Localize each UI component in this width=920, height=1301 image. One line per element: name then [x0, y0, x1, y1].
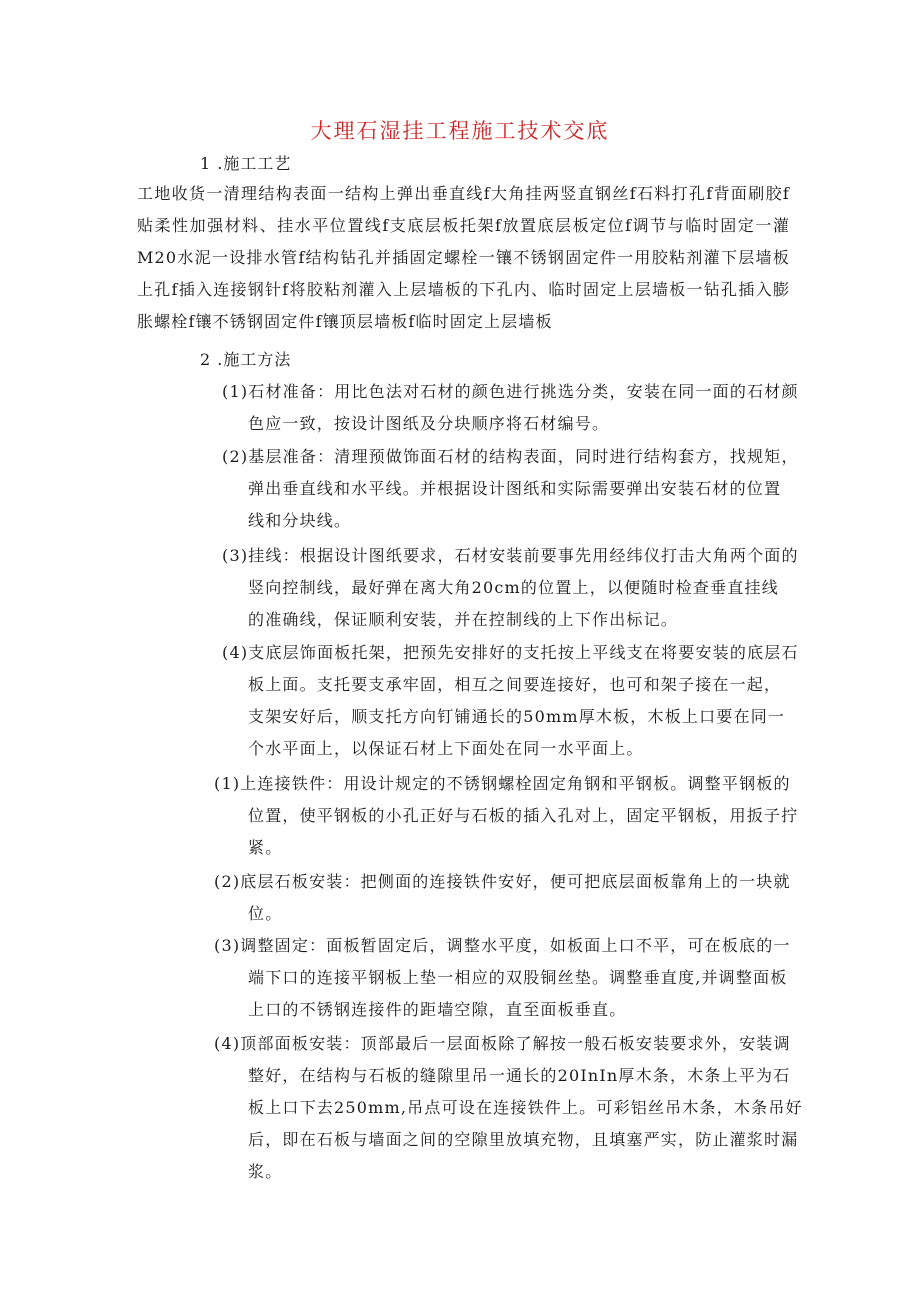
item-line: 板上口下去250mm,吊点可设在连接铁件上。可彩铝丝吊木条，木条吊好: [248, 1098, 803, 1117]
item-line: 竖向控制线，最好弹在离大角20cm的位置上，以便随时检查垂直挂线: [248, 578, 779, 597]
item-line: 后，即在石板与墙面之间的空隙里放填充物，且填塞严实，防止灌浆时漏: [248, 1130, 799, 1149]
item-line: 的准确线，保证顺利安装，并在控制线的上下作出标记。: [248, 610, 679, 629]
item-line: 个水平面上，以保证石材上下面处在同一水平面上。: [248, 739, 644, 758]
item-line: (4)顶部面板安装：顶部最后一层面板除了解按一般石板安装要求外，安装调: [214, 1034, 791, 1053]
item-line: (1)石材准备：用比色法对石材的颜色进行挑选分类，安装在同一面的石材颜: [222, 382, 799, 401]
item-line: (1)上连接铁件：用设计规定的不锈钢螺栓固定角钢和平钢板。调整平钢板的: [214, 774, 791, 793]
method-item-top-slab: [214, 1028, 803, 1188]
item-line: (4)支底层饰面板托架，把预先安排好的支托按上平线支在将要安装的底层石: [222, 643, 799, 662]
item-line: 线和分块线。: [248, 511, 352, 530]
section-heading-process: 1 .施工工艺: [200, 154, 292, 173]
section-body-process: 工地收货一清理结构表面一结构上弹出垂直线f大角挂两竖直钢丝f石料打孔f背面刷胶f贴柔性加强材料、挂水平位置线f支底层板托架f放置底层板定位f调节与临时固定一灌M20水泥一设排水管f结构钻孔并插固定螺栓一镶不锈钢固定件一用胶粘剂灌下层墙板上孔f插入连接钢针f将胶粘剂灌入上层墙板的下孔内、临时固定上层墙板一钻孔插入膨胀螺栓f镶不锈钢固定件f镶顶层墙板f临时固定上层墙板: [137, 184, 790, 331]
item-line: 紧。: [248, 838, 283, 857]
item-line: 浆。: [248, 1162, 283, 1181]
item-line: (3)调整固定：面板暂固定后，调整水平度，如板面上口不平，可在板底的一: [214, 936, 791, 955]
item-line: 整好，在结构与石板的缝隙里吊一通长的20InIn厚木条，木条上平为石: [248, 1066, 791, 1085]
item-line: 板上面。支托要支承牢固，相互之间要连接好，也可和架子接在一起，: [248, 675, 782, 694]
item-line: 位置，使平钢板的小孔正好与石板的插入孔对上，固定平钢板，用扳子拧: [248, 806, 799, 825]
item-line: 色应一致，按设计图纸及分块顺序将石材编号。: [248, 414, 610, 433]
item-line: 支架安好后，顺支托方向钉铺通长的50mm厚木板，木板上口要在同一: [248, 707, 786, 726]
method-item-connector: [214, 768, 798, 864]
method-item-bottom-slab: [214, 866, 791, 930]
method-item-base-prep: [222, 441, 799, 537]
document-title: 大理石湿挂工程施工技术交底: [310, 119, 610, 143]
section-heading-method: 2 .施工方法: [200, 350, 292, 369]
method-item-stone-prep: [222, 376, 799, 440]
item-line: 上口的不锈钢连接件的距墙空隙，直至面板垂直。: [248, 1000, 627, 1019]
item-line: 弹出垂直线和水平线。并根据设计图纸和实际需要弹出安装石材的位置: [248, 479, 782, 498]
method-item-line-setting: [222, 540, 799, 636]
method-item-bracket: [222, 637, 799, 765]
item-line: 位。: [248, 904, 283, 923]
item-line: (2)基层准备：清理预做饰面石材的结构表面，同时进行结构套方，找规矩，: [222, 447, 799, 466]
item-line: 端下口的连接平钢板上垫一相应的双股铜丝垫。调整垂直度,并调整面板: [248, 968, 788, 987]
item-line: (2)底层石板安装：把侧面的连接铁件安好，便可把底层面板靠角上的一块就: [214, 872, 791, 891]
item-line: (3)挂线：根据设计图纸要求，石材安装前要事先用经纬仪打击大角两个面的: [222, 546, 799, 565]
method-item-adjust: [214, 930, 791, 1026]
